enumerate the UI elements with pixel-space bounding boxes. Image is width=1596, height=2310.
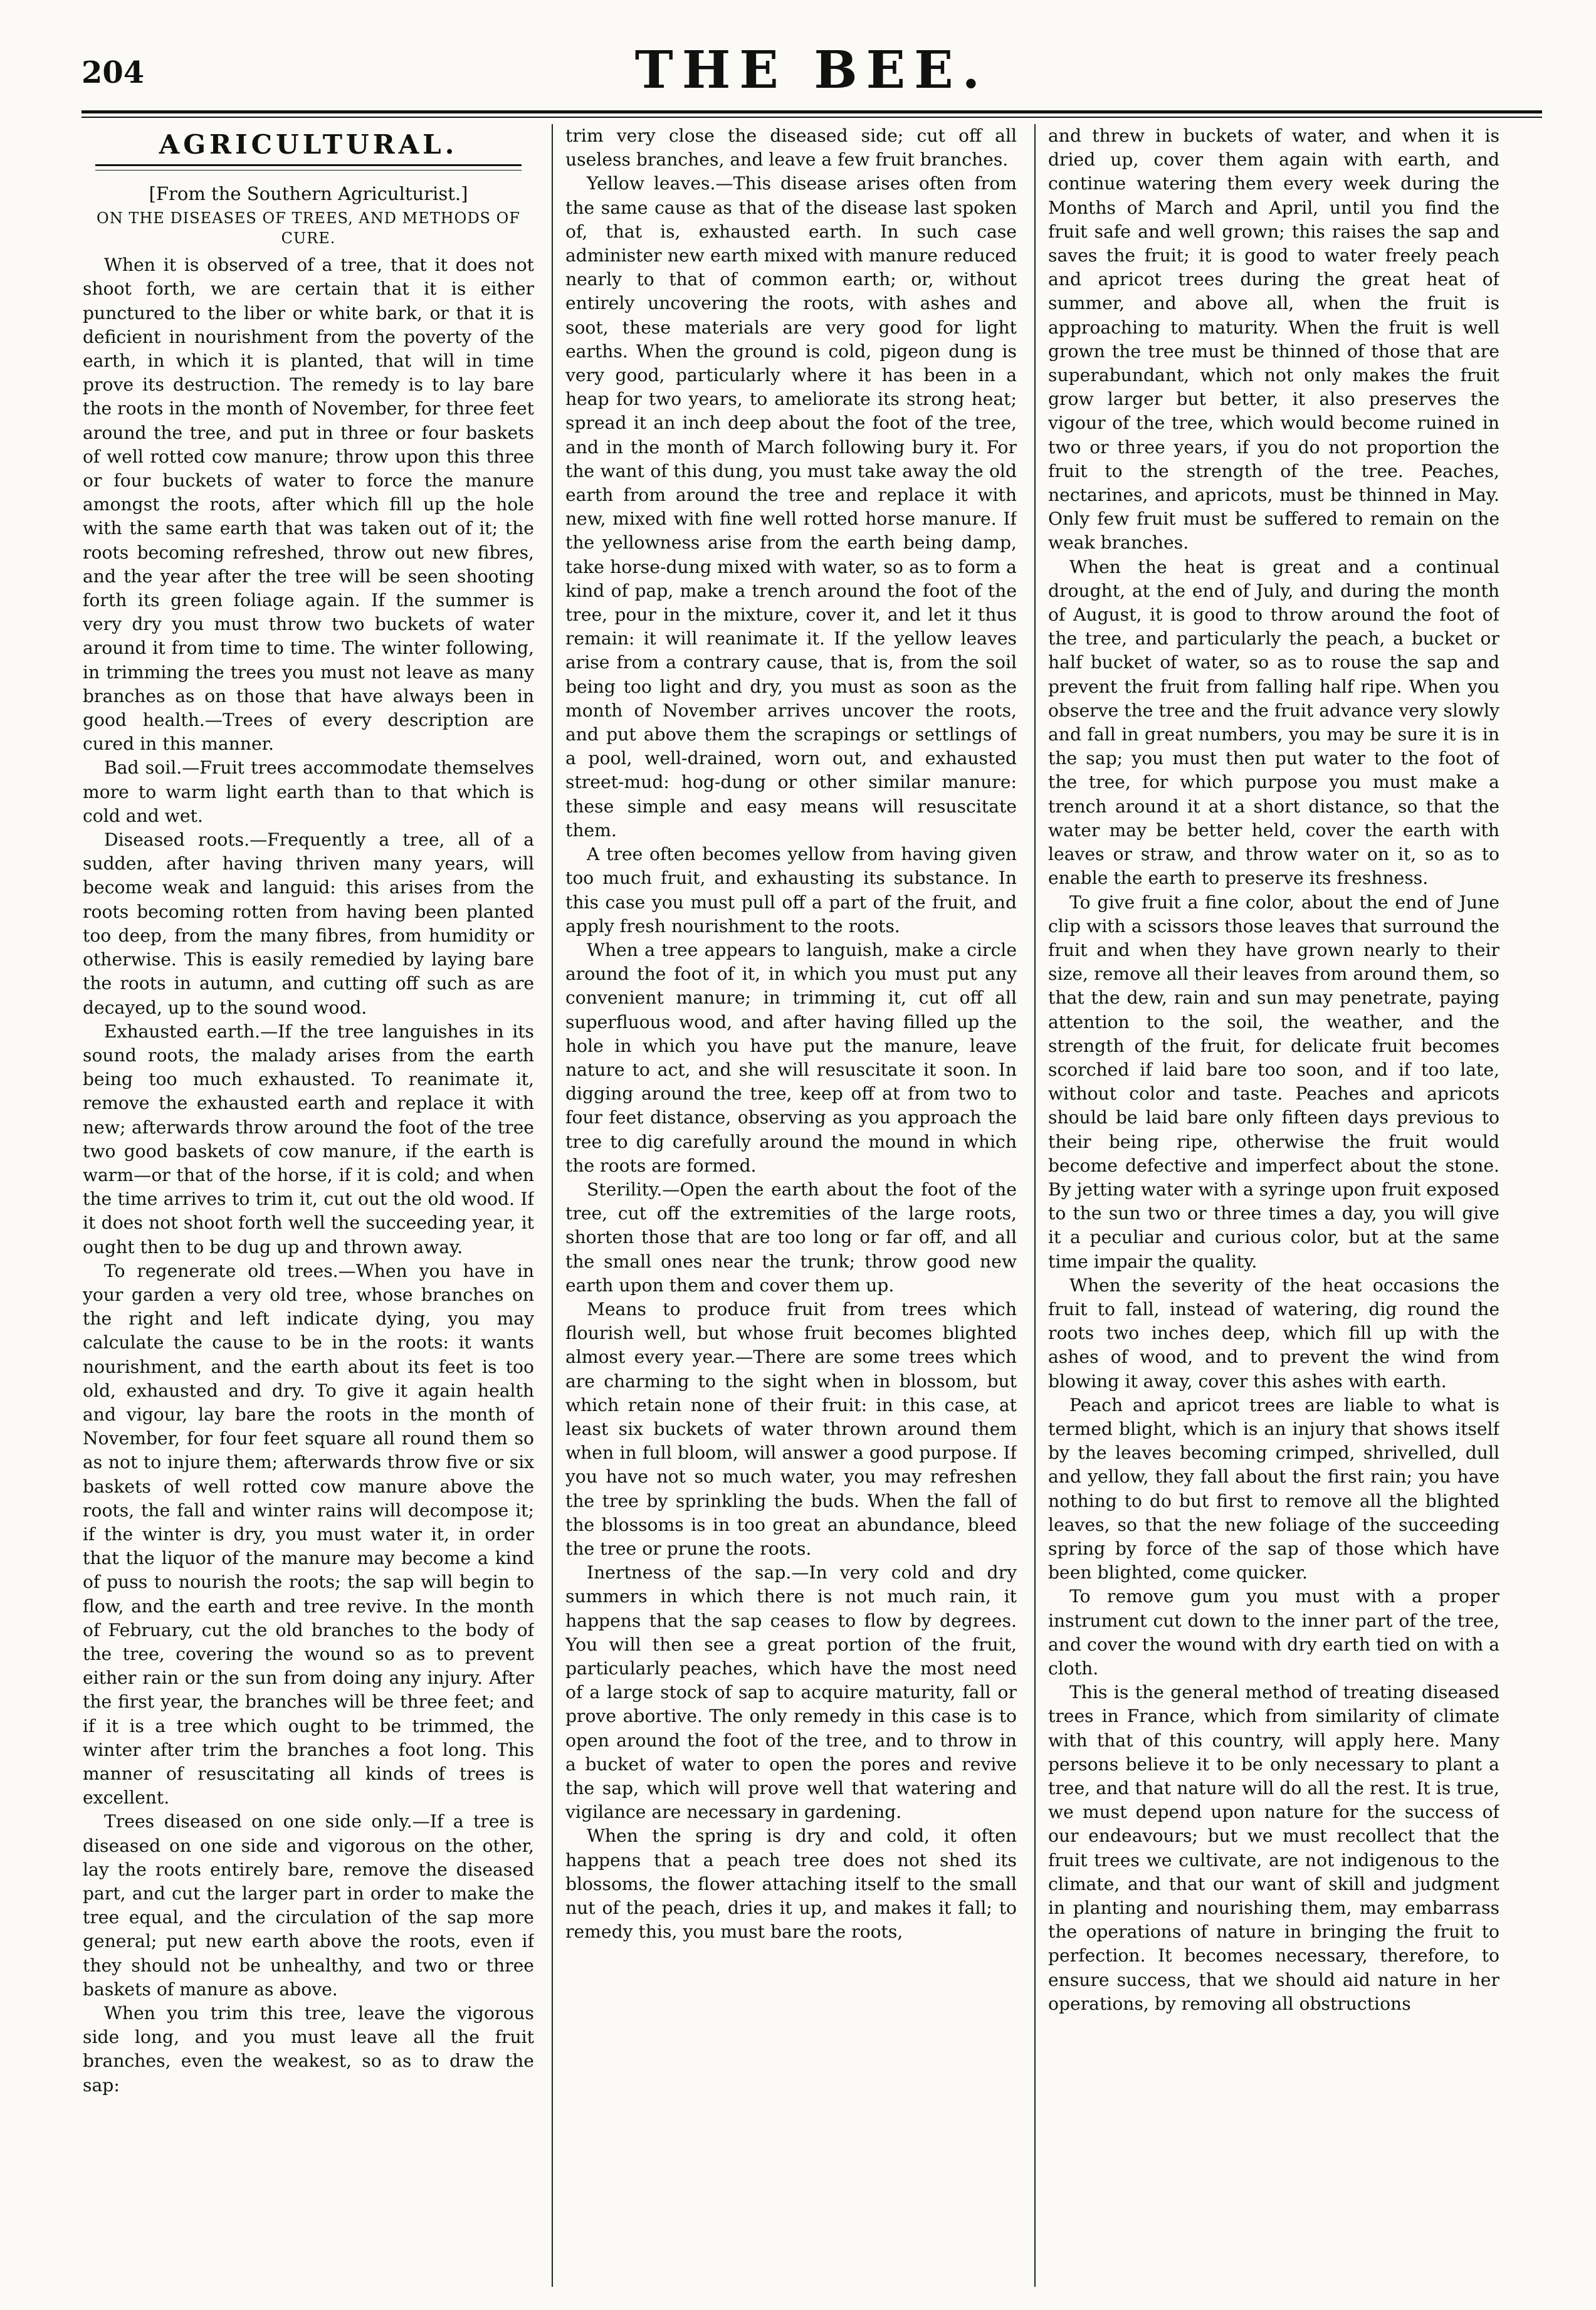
column-divider [552,124,553,2287]
article-title: ON THE DISEASES OF TREES, AND METHODS OF CURE. [97,209,520,248]
page-number: 204 [81,55,145,90]
paragraph: and threw in buckets of water, and when it is dried up, cover them again with earth, and continue watering them every week during the Months of March and April, until you find the fruit safe and well grown; this raises the sap and saves the fruit; it is good to water freely peach and apricot trees during the great heat of summer, and above all, when the fruit is approaching to maturity. When the fruit is well grown the tree must be thinned of those that are superabundant, which not only makes the fruit grow larger but better, it also preserves the vigour of the tree, which would become ruined in two or three years, if you do not proportion the fruit to the strength of the tree. Peaches, nectarines, and apricots, must be thinned in May. Only few fruit must be suffered to remain on the weak branches. [1048,125,1499,554]
paragraph: A tree often becomes yellow from having given too much fruit, and exhausting its substance. In this case you must pull off a part of the fruit, and apply fresh nourishment to the roots. [565,844,1017,937]
paragraph: trim very close the diseased side; cut off all useless branches, and leave a few fruit branches. [565,125,1017,171]
paragraph: When the severity of the heat occasions the fruit to fall, instead of watering, dig round the roots two inches deep, which fill up with the ashes of wood, and to prevent the wind from blowing it away, cover this ashes with earth. [1048,1274,1499,1392]
paragraph: This is the general method of treating diseased trees in France, which from similarity of climate with that of this country, will apply here. Many persons believe it to be only necessary to plant a tree, and that nature will do all the rest. It is true, we must depend upon nature for the success of our endeavours; but we must recollect that the fruit trees we cultivate, are not indigenous to the climate, and that our want of skill and judgment in planting and nourishing them, may embarrass the operations of nature in bringing the fruit to perfection. It becomes necessary, therefore, to ensure success, that we should aid nature in her operations, by removing all obstructions [1048,1682,1499,2014]
paragraph: To give fruit a fine color, about the end of June clip with a scissors those leaves that surround the fruit and when they have grown nearly to their size, remove all their leaves from around them, so that the dew, rain and sun may penetrate, paying attention to the soil, the weather, and the strength of the fruit, for delicate fruit becomes scorched if laid bare too soon, and if too late, without color and taste. Peaches and apricots should be laid bare only fifteen days previous to their being ripe, otherwise the fruit would become defective and imperfect about the stone. By jetting water with a syringe upon fruit exposed to the sun two or three times a day, you will give it a peculiar and curious color, but at the same time impair the quality. [1048,891,1499,1272]
paragraph: When the spring is dry and cold, it often happens that a peach tree does not shed its blossoms, the flower attaching itself to the small nut of the peach, dries it up, and makes it fall; to remedy this, you must bare the roots, [565,1825,1017,1943]
paragraph: Inertness of the sap.—In very cold and dry summers in which there is not much rain, it happens that the sap ceases to flow by degrees. You will then see a great portion of the fruit, particularly peaches, which have the most need of a large stock of sap to acquire maturity, fall or prove abortive. The only remedy in this case is to open around the foot of the tree, and to throw in a bucket of water to open the pores and revive the sap, which will prove well that watering and vigilance are necessary in gardening. [565,1562,1017,1823]
paragraph: Peach and apricot trees are liable to what is termed blight, which is an injury that shows itself by the leaves becoming crimped, shrivelled, dull and yellow, they fall about the first rain; you have nothing to do but first to remove all the blighted leaves, so that the new foliage of the succeeding spring by force of the sap of those which have been blighted, come quicker. [1048,1394,1499,1583]
paragraph: Means to produce fruit from trees which flourish well, but whose fruit becomes blighted almost every year.—There are some trees which are charming to the sight when in blossom, but which retain none of their fruit: in this case, at least six buckets of water thrown around them when in full bloom, will answer a good purpose. If you have not so much water, you may refreshen the tree by sprinkling the buds. When the fall of the blossoms is in too great an abundance, bleed the tree or prune the roots. [565,1298,1017,1559]
paragraph: When a tree appears to languish, make a circle around the foot of it, in which you must put any convenient manure; in trimming it, cut off all superfluous wood, and after having filled up the hole in which you have put the manure, leave nature to act, and she will resuscitate it soon. In digging around the tree, keep off at from two to four feet distance, observing as you approach the tree to dig carefully around the mound in which the roots are formed. [565,939,1017,1176]
page-header [81,36,1542,105]
section-rule [95,164,522,166]
paragraph: Bad soil.—Fruit trees accommodate themselves more to warm light earth than to that which is cold and wet. [83,757,534,826]
paragraph: To regenerate old trees.—When you have in your garden a very old tree, whose branches on the right and left indicate dying, you may calculate the cause to be in the roots: it wants nourishment, and the earth about its feet is too old, exhausted and dry. To give it again health and vigour, lay bare the roots in the month of November, for four feet square all round them so as not to injure them; afterwards throw five or six baskets of well rotted cow manure above the roots, the fall and winter rains will decompose it; if the winter is dry, you must water it, in order that the liquor of the manure may become a kind of puss to nourish the roots; the sap will begin to flow, and the earth and tree revive. In the month of February, cut the old branches to the body of the tree, covering the wound so as to prevent either rain or the sun from doing any injury. After the first year, the branches will be three feet; and if it is a tree which ought to be trimmed, the winter after trim the branches a foot long. This manner of resuscitating all kinds of trees is excellent. [83,1260,534,1809]
paragraph: To remove gum you must with a proper instrument cut down to the inner part of the tree, and cover the wound with dry earth tied on with a cloth. [1048,1586,1499,1679]
paragraph: When the heat is great and a continual drought, at the end of July, and during the month of August, it is good to throw around the foot of the tree, and particularly the peach, a bucket or half bucket of water, so as to rouse the sap and prevent the fruit from falling half ripe. When you observe the tree and the fruit advance very slowly and fall in great numbers, you may be sure it is in the sap; you must then put water to the foot of the tree, for which purpose you must make a trench around it at a short distance, so that the water may be better held, cover the earth with leaves or straw, and throw water on it, so as to enable the earth to preserve its freshness. [1048,556,1499,889]
column-divider [1034,124,1036,2287]
paragraph: Sterility.—Open the earth about the foot of the tree, cut off the extremities of the large roots, shorten those that are too long or far off, and all the small ones near the trunk; throw good new earth upon them and cover them up. [565,1179,1017,1296]
paragraph: When it is observed of a tree, that it does not shoot forth, we are certain that it is either punctured to the liber or white bark, or that it is deficient in nourishment from the poverty of the earth, in which it is planted, that will in time prove its destruction. The remedy is to lay bare the roots in the month of November, for three feet around the tree, and put in three or four baskets of well rotted cow manure; throw upon this three or four buckets of water to force the manure amongst the roots, after which fill up the hole with the same earth that was taken out of it; the roots becoming refreshed, throw out new fibres, and the year after the tree will be seen shooting forth its green foliage again. If the summer is very dry you must throw two buckets of water around it from time to time. The winter following, in trimming the trees you must not leave as many branches as on those that have always been in good health.—Trees of every description are cured in this manner. [83,255,534,755]
section-title: AGRICULTURAL. [159,129,458,160]
column-3 [1048,124,1499,2287]
paragraph: Yellow leaves.—This disease arises often from the same cause as that of the disease last spoken of, that is, exhausted earth. In such case administer new earth mixed with manure reduced nearly to that of common earth; or, without entirely uncovering the roots, with ashes and soot, these materials are very good for light earths. When the ground is cold, pigeon dung is very good, particularly where it has been in a heap for two years, to ameliorate its strong heat; spread it an inch deep about the foot of the tree, and in the month of March following bury it. For the want of this dung, you must take away the old earth from around the tree and replace it with new, mixed with fine well rotted horse manure. If the yellowness arise from the earth being damp, take horse-dung mixed with water, so as to form a kind of pap, make a trench around the foot of the tree, pour in the mixture, cover it, and let it thus remain: it will reanimate it. If the yellow leaves arise from a contrary cause, that is, from the soil being too light and dry, you must as soon as the month of November arrives uncover the roots, and put above them the scrapings or settlings of a pool, well-drained, worn out, and exhausted street-mud: hog-dung or other similar manure: these simple and easy means will resuscitate them. [565,173,1017,841]
paragraph: Exhausted earth.—If the tree languishes in its sound roots, the malady arises from the earth being too much exhausted. To reanimate it, remove the exhausted earth and replace it with new; afterwards throw around the foot of the tree two good baskets of cow manure, if the earth is warm—or that of the horse, if it is cold; and when the time arrives to trim it, cut out the old wood. If it does not shoot forth well the succeeding year, it ought then to be dug up and thrown away. [83,1021,534,1257]
masthead-title: THE BEE. [634,40,989,100]
article-source: [From the Southern Agriculturist.] [149,183,468,204]
header-rule [81,110,1542,113]
paragraph: Trees diseased on one side only.—If a tree is diseased on one side and vigorous on the other, lay the roots entirely bare, remove the diseased part, and cut the larger part in order to make the tree equal, and the circulation of the sap more general; put new earth above the roots, even if they should not be unhealthy, and two or three baskets of manure as above. [83,1811,534,2000]
section-rule-thin [95,170,522,171]
column-2 [565,124,1017,2287]
column-1 [83,124,534,2287]
paragraph: When you trim this tree, leave the vigorous side long, and you must leave all the fruit branches, even the weakest, so as to draw the sap: [83,2003,534,2096]
header-rule-thin [81,117,1542,118]
paragraph: Diseased roots.—Frequently a tree, all of a sudden, after having thriven many years, will become weak and languid: this arises from the roots becoming rotten from having been planted too deep, from the many fibres, from humidity or otherwise. This is easily remedied by laying bare the roots in autumn, and cutting off such as are decayed, up to the sound wood. [83,829,534,1018]
